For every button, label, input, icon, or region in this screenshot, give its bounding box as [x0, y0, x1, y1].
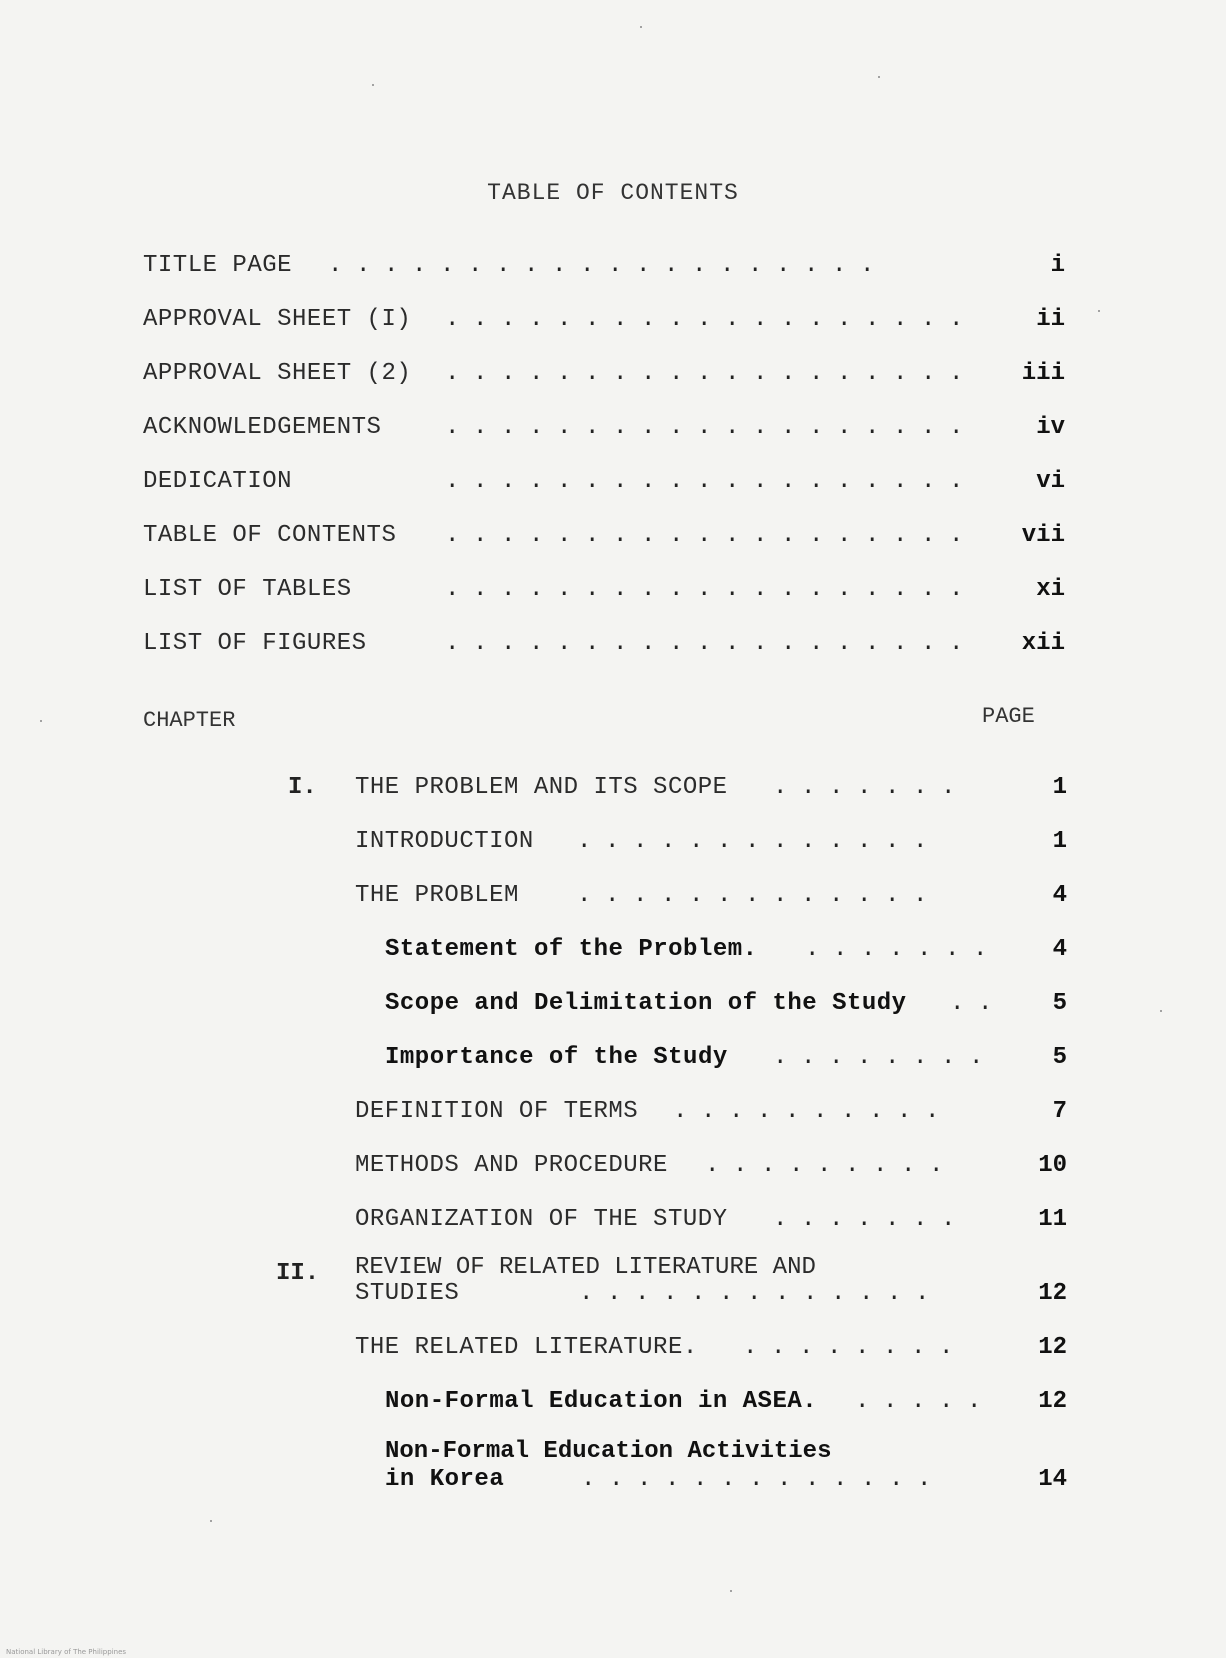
toc-label: Importance of the Study: [385, 1044, 728, 1071]
chapter-numeral: I.: [288, 774, 317, 801]
chapter-title: THE PROBLEM AND ITS SCOPE: [355, 774, 728, 801]
toc-page-number: 14: [1038, 1466, 1067, 1493]
scan-speck: [730, 1590, 732, 1592]
toc-row: [143, 468, 1065, 502]
archive-footer: National Library of The Philippines: [6, 1648, 127, 1656]
leader-dots: ....................: [328, 252, 889, 279]
toc-label: THE RELATED LITERATURE.: [355, 1334, 698, 1361]
leader-dots: ...................: [445, 306, 978, 333]
toc-label: THE PROBLEM: [355, 882, 519, 909]
page-column-header: PAGE: [982, 704, 1035, 729]
toc-label: TABLE OF CONTENTS: [143, 522, 397, 549]
leader-dots: ........: [773, 1044, 998, 1071]
toc-label: Non-Formal Education in ASEA.: [385, 1388, 818, 1415]
toc-row: [385, 1466, 1067, 1500]
leader-dots: ...................: [445, 468, 978, 495]
toc-row: [355, 1334, 1067, 1368]
chapter-title-line: REVIEW OF RELATED LITERATURE AND: [355, 1254, 816, 1281]
toc-label: LIST OF FIGURES: [143, 630, 367, 657]
chapter-column-header: CHAPTER: [143, 708, 236, 733]
toc-page-number: 11: [1038, 1206, 1067, 1233]
leader-dots: ........: [743, 1334, 968, 1361]
leader-dots: ..........: [673, 1098, 954, 1125]
chapter-title-line: STUDIES: [355, 1280, 460, 1307]
toc-label: ORGANIZATION OF THE STUDY: [355, 1206, 728, 1233]
toc-page-number: 1: [1052, 774, 1067, 801]
toc-row: [143, 522, 1065, 556]
toc-page-number: xii: [1021, 630, 1065, 657]
toc-page-number: iv: [1036, 414, 1065, 441]
toc-row: [143, 630, 1065, 664]
toc-row: [385, 990, 1067, 1024]
leader-dots: .............: [577, 882, 942, 909]
toc-label: Statement of the Problem.: [385, 936, 758, 963]
toc-label: Scope and Delimitation of the Study: [385, 990, 907, 1017]
leader-dots: ...................: [445, 576, 978, 603]
scan-speck: [40, 720, 42, 722]
toc-row: [143, 360, 1065, 394]
leader-dots: ...................: [445, 360, 978, 387]
toc-row: [355, 882, 1067, 916]
toc-page-number: vii: [1021, 522, 1065, 549]
scan-speck: [1098, 310, 1100, 312]
leader-dots: .....: [855, 1388, 996, 1415]
toc-label: TITLE PAGE: [143, 252, 293, 279]
leader-dots: .............: [579, 1280, 944, 1307]
toc-row: [143, 306, 1065, 340]
scan-speck: [1160, 1010, 1162, 1012]
leader-dots: ...................: [445, 414, 978, 441]
toc-page-number: 7: [1052, 1098, 1067, 1125]
scan-speck: [878, 76, 880, 78]
chapter-numeral: II.: [276, 1260, 320, 1287]
toc-page-number: ii: [1036, 306, 1065, 333]
toc-page-number: xi: [1036, 576, 1065, 603]
toc-page-number: vi: [1036, 468, 1065, 495]
toc-label: DEFINITION OF TERMS: [355, 1098, 639, 1125]
toc-label: METHODS AND PROCEDURE: [355, 1152, 668, 1179]
leader-dots: .......: [773, 774, 970, 801]
page-title: TABLE OF CONTENTS: [487, 180, 739, 206]
leader-dots: ...................: [445, 630, 978, 657]
chapter-title-row: [355, 1280, 1067, 1314]
toc-page-number: 10: [1038, 1152, 1067, 1179]
toc-page-number: 12: [1038, 1280, 1067, 1307]
leader-dots: ...................: [445, 522, 978, 549]
toc-page-number: 12: [1038, 1388, 1067, 1415]
toc-label: APPROVAL SHEET (I): [143, 306, 412, 333]
toc-row: [143, 414, 1065, 448]
toc-row: [385, 1044, 1067, 1078]
leader-dots: ..: [950, 990, 1007, 1017]
toc-page-number: 4: [1052, 936, 1067, 963]
toc-label-line: Non-Formal Education Activities: [385, 1438, 832, 1465]
scan-speck: [640, 26, 642, 28]
toc-row: [385, 1388, 1067, 1422]
toc-row: [385, 936, 1067, 970]
toc-row: [143, 576, 1065, 610]
toc-page-number: iii: [1021, 360, 1065, 387]
toc-label: INTRODUCTION: [355, 828, 534, 855]
toc-label-line: in Korea: [385, 1466, 505, 1493]
leader-dots: .............: [581, 1466, 946, 1493]
toc-row: [143, 252, 1065, 286]
leader-dots: .......: [805, 936, 1002, 963]
scan-speck: [210, 1520, 212, 1522]
toc-page-number: 1: [1052, 828, 1067, 855]
toc-row: [355, 1206, 1067, 1240]
scan-speck: [372, 84, 374, 86]
toc-page-number: i: [1050, 252, 1065, 279]
toc-page-number: 4: [1052, 882, 1067, 909]
toc-page-number: 12: [1038, 1334, 1067, 1361]
toc-row: [355, 1098, 1067, 1132]
toc-label: DEDICATION: [143, 468, 293, 495]
toc-label: ACKNOWLEDGEMENTS: [143, 414, 382, 441]
toc-label: LIST OF TABLES: [143, 576, 352, 603]
leader-dots: .........: [705, 1152, 958, 1179]
toc-row: [355, 1152, 1067, 1186]
toc-label: APPROVAL SHEET (2): [143, 360, 412, 387]
toc-row: [355, 828, 1067, 862]
toc-page-number: 5: [1052, 990, 1067, 1017]
chapter-title-row: [355, 774, 1067, 808]
leader-dots: .............: [577, 828, 942, 855]
toc-page-number: 5: [1052, 1044, 1067, 1071]
leader-dots: .......: [773, 1206, 970, 1233]
